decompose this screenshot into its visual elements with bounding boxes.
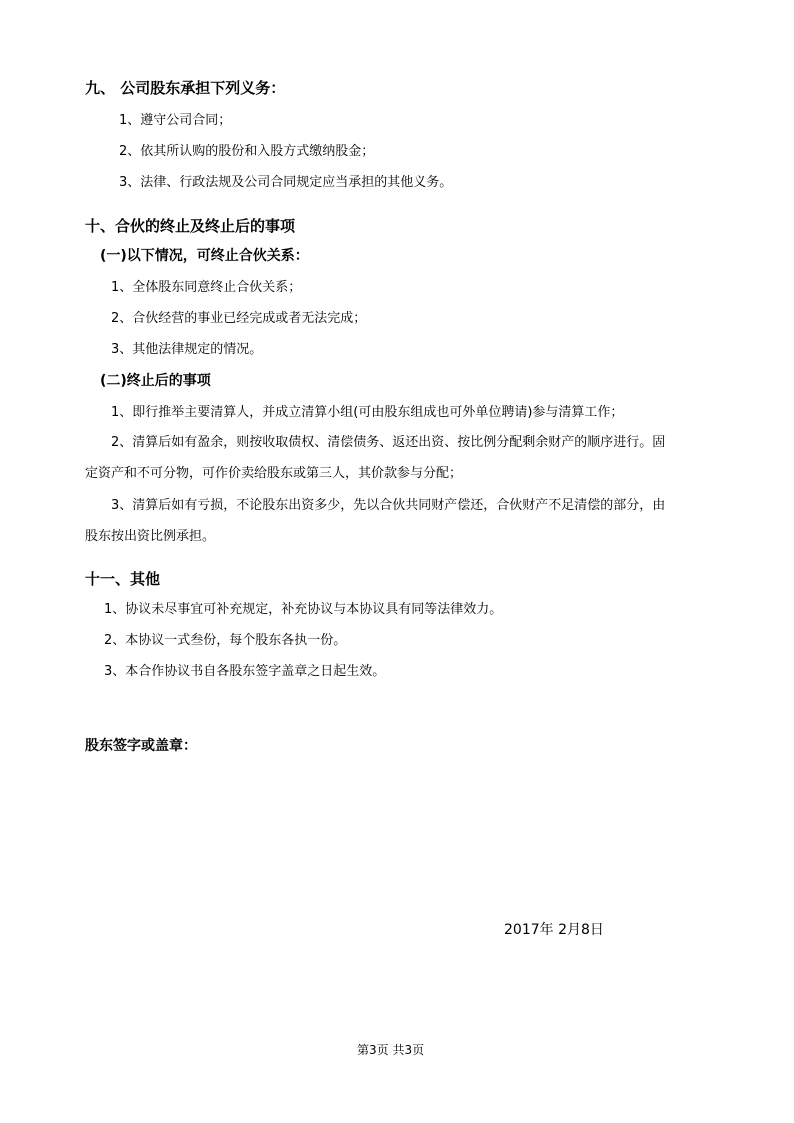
section9-item-1: 1、遵守公司合同； (119, 113, 232, 128)
section10-sub2-item-3-line1: 3、清算后如有亏损，不论股东出资多少，先以合伙共同财产偿还，合伙财产不足清偿的部分，由 (111, 498, 666, 513)
signature-label: 股东签字或盖章： (85, 738, 197, 754)
section9-item-3: 3、法律、行政法规及公司合同规定应当承担的其他义务。 (119, 175, 453, 190)
section9-title: 九、 公司股东承担下列义务： (85, 79, 286, 97)
page-footer: 第3页 共3页 (357, 1043, 425, 1057)
section9-item-2: 2、依其所认购的股份和入股方式缴纳股金； (119, 144, 375, 159)
section11-item-2: 2、本协议一式叁份，每个股东各执一份。 (104, 633, 347, 648)
section10-sub1-item-1: 1、全体股东同意终止合伙关系； (111, 280, 302, 295)
section10-sub2-item-2-line1: 2、清算后如有盈余，则按收取债权、清偿债务、返还出资、按比例分配剩余财产的顺序进行。固 (111, 435, 666, 450)
section11-item-1: 1、协议未尽事宜可补充规定，补充协议与本协议具有同等法律效力。 (104, 602, 503, 617)
section10-sub1-item-2: 2、合伙经营的事业已经完成或者无法完成； (111, 311, 367, 326)
section10-title: 十、合伙的终止及终止后的事项 (85, 217, 296, 235)
section11-title: 十一、其他 (85, 570, 161, 588)
signing-date: 2017年 2月8日 (504, 922, 604, 938)
section10-sub2-item-1: 1、即行推举主要清算人，并成立清算小组(可由股东组成也可外单位聘请)参与清算工作； (111, 405, 624, 420)
section11-item-3: 3、本合作协议书自各股东签字盖章之日起生效。 (104, 664, 386, 679)
section10-sub2-item-2-line2: 定资产和不可分物，可作价卖给股东或第三人，其价款参与分配； (85, 466, 463, 481)
section10-sub1-title: (一)以下情况，可终止合伙关系： (100, 248, 309, 264)
section10-sub1-item-3: 3、其他法律规定的情况。 (111, 342, 263, 357)
section10-sub2-title: (二)终止后的事项 (100, 373, 211, 389)
section10-sub2-item-3-line2: 股东按出资比例承担。 (85, 529, 216, 544)
